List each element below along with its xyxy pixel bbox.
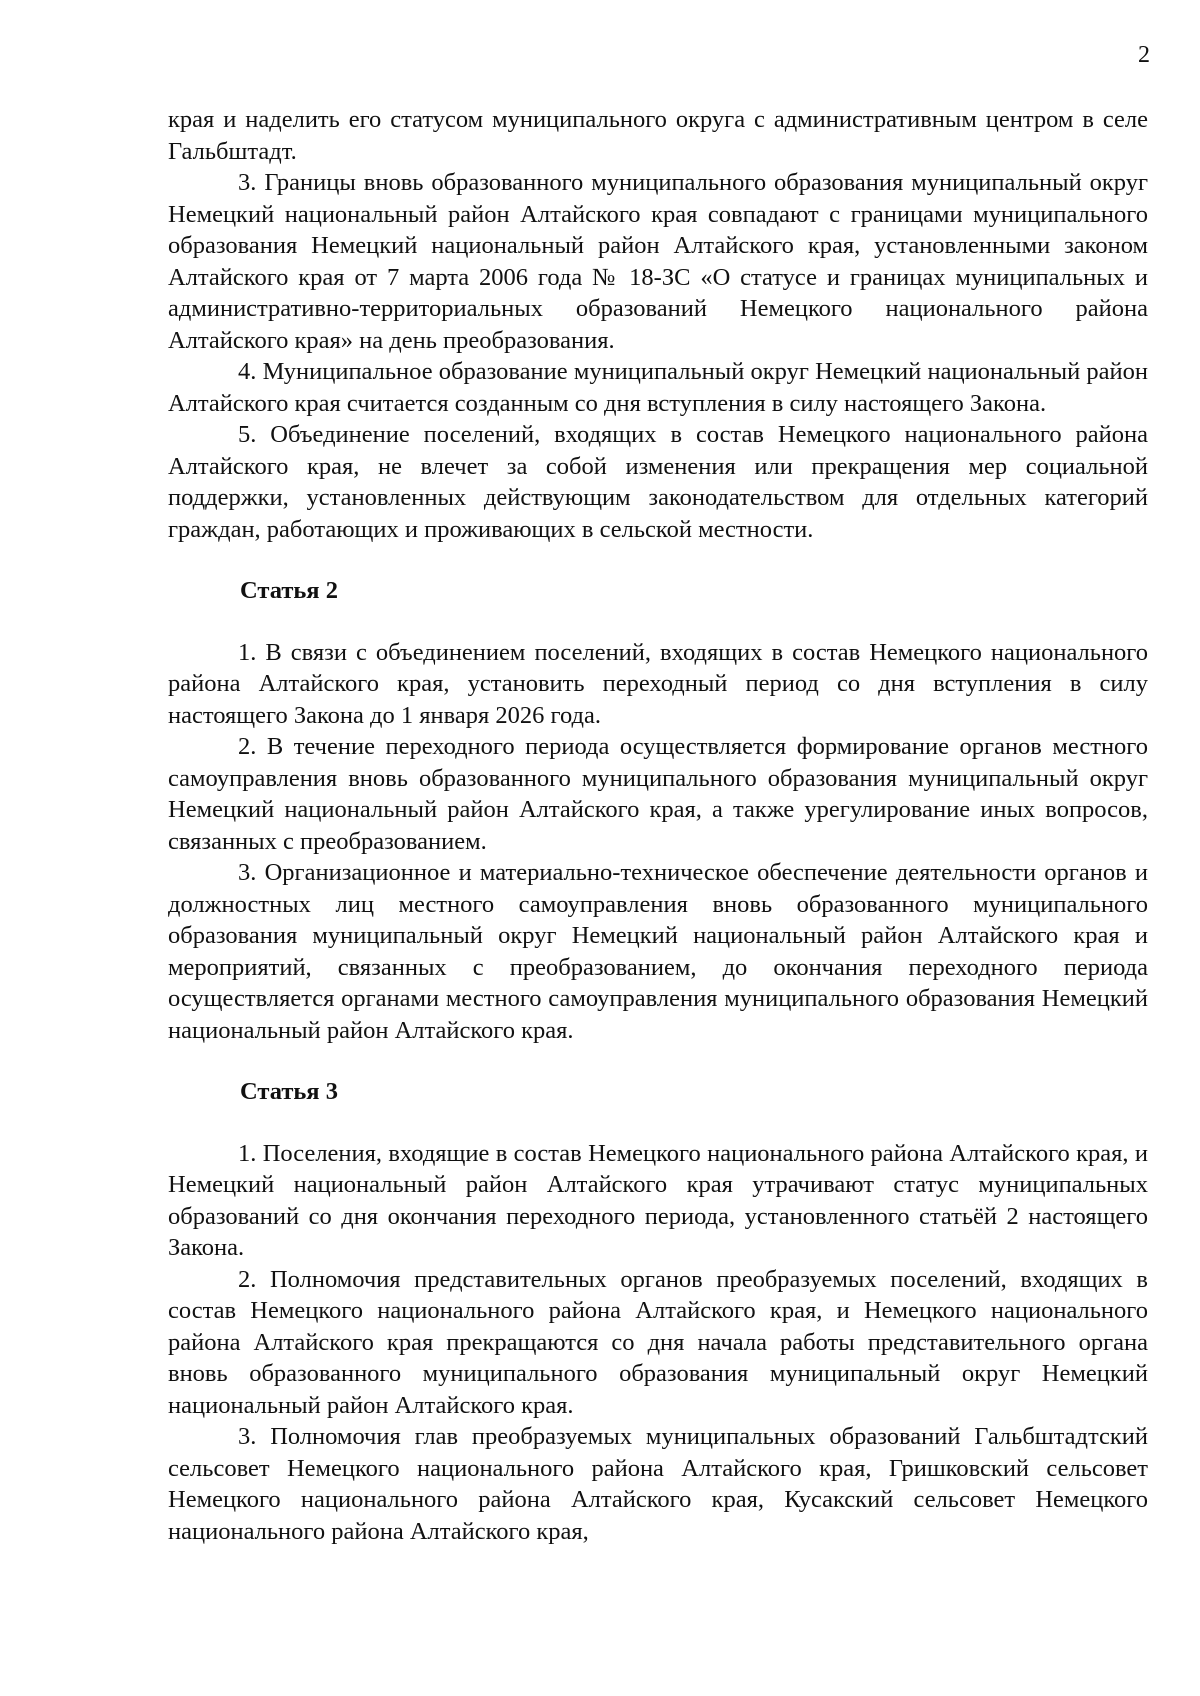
article1-item-3: 3. Границы вновь образованного муниципального образования муниципальный округ Немецкий национальный район Алтайского края совпадают с границами муниципального образования Немецкий национальный район Алтайского края, установленными законом Алтайского края от 7 марта 2006 года № 18-ЗС «О статусе и границах муниципальных и административно-территориальных образований Немецкого национального района Алтайского края» на день преобразования. <box>168 169 1148 354</box>
article3-item-3: 3. Полномочия глав преобразуемых муниципальных образований Гальбштадтский сельсовет Немецкого национального района Алтайского края, Гришковский сельсовет Немецкого национального района Алтайского края, Кусакский сельсовет Немецкого национального района Алтайского края, <box>168 1423 1148 1545</box>
article1-intro-paragraph: края и наделить его статусом муниципального округа с административным центром в селе Гальбштадт. <box>168 106 1148 165</box>
article2-item-2: 2. В течение переходного периода осуществляется формирование органов местного самоуправления вновь образованного муниципального образования муниципальный округ Немецкий национальный район Алтайского края, а также урегулирование иных вопросов, связанных с преобразованием. <box>168 733 1148 855</box>
article2-item-1: 1. В связи с объединением поселений, входящих в состав Немецкого национального района Алтайского края, установить переходный период со дня вступления в силу настоящего Закона до 1 января 2026 года. <box>168 638 1148 729</box>
page-number: 2 <box>1138 42 1150 68</box>
article2-item-3: 3. Организационное и материально-техническое обеспечение деятельности органов и должностных лиц местного самоуправления вновь образованного муниципального образования муниципальный округ Немецкий национальный район Алтайского края и мероприятий, связанных с преобразованием, до окончания переходного периода осуществляется органами местного самоуправления муниципального образования Немецкий национальный район Алтайского края. <box>168 859 1148 1044</box>
article2-heading: Статья 2 <box>240 577 338 604</box>
document-body <box>168 104 1148 1547</box>
article3-item-1: 1. Поселения, входящие в состав Немецкого национального района Алтайского края, и Немецкий национальный район Алтайского края утрачивают статус муниципальных образований со дня окончания переходного периода, установленного статьёй 2 настоящего Закона. <box>168 1139 1148 1261</box>
article1-item-4: 4. Муниципальное образование муниципальный округ Немецкий национальный район Алтайского края считается созданным со дня вступления в силу настоящего Закона. <box>168 358 1148 417</box>
article3-item-2: 2. Полномочия представительных органов преобразуемых поселений, входящих в состав Немецкого национального района Алтайского края, и Немецкого национального района Алтайского края прекращаются со дня начала работы представительного органа вновь образованного муниципального образования муниципальный округ Немецкий национальный район Алтайского края. <box>168 1265 1148 1419</box>
article3-heading: Статья 3 <box>240 1078 338 1105</box>
article1-item-5: 5. Объединение поселений, входящих в состав Немецкого национального района Алтайского края, не влечет за собой изменения или прекращения мер социальной поддержки, установленных действующим законодательством для отдельных категорий граждан, работающих и проживающих в сельской местности. <box>168 421 1148 543</box>
